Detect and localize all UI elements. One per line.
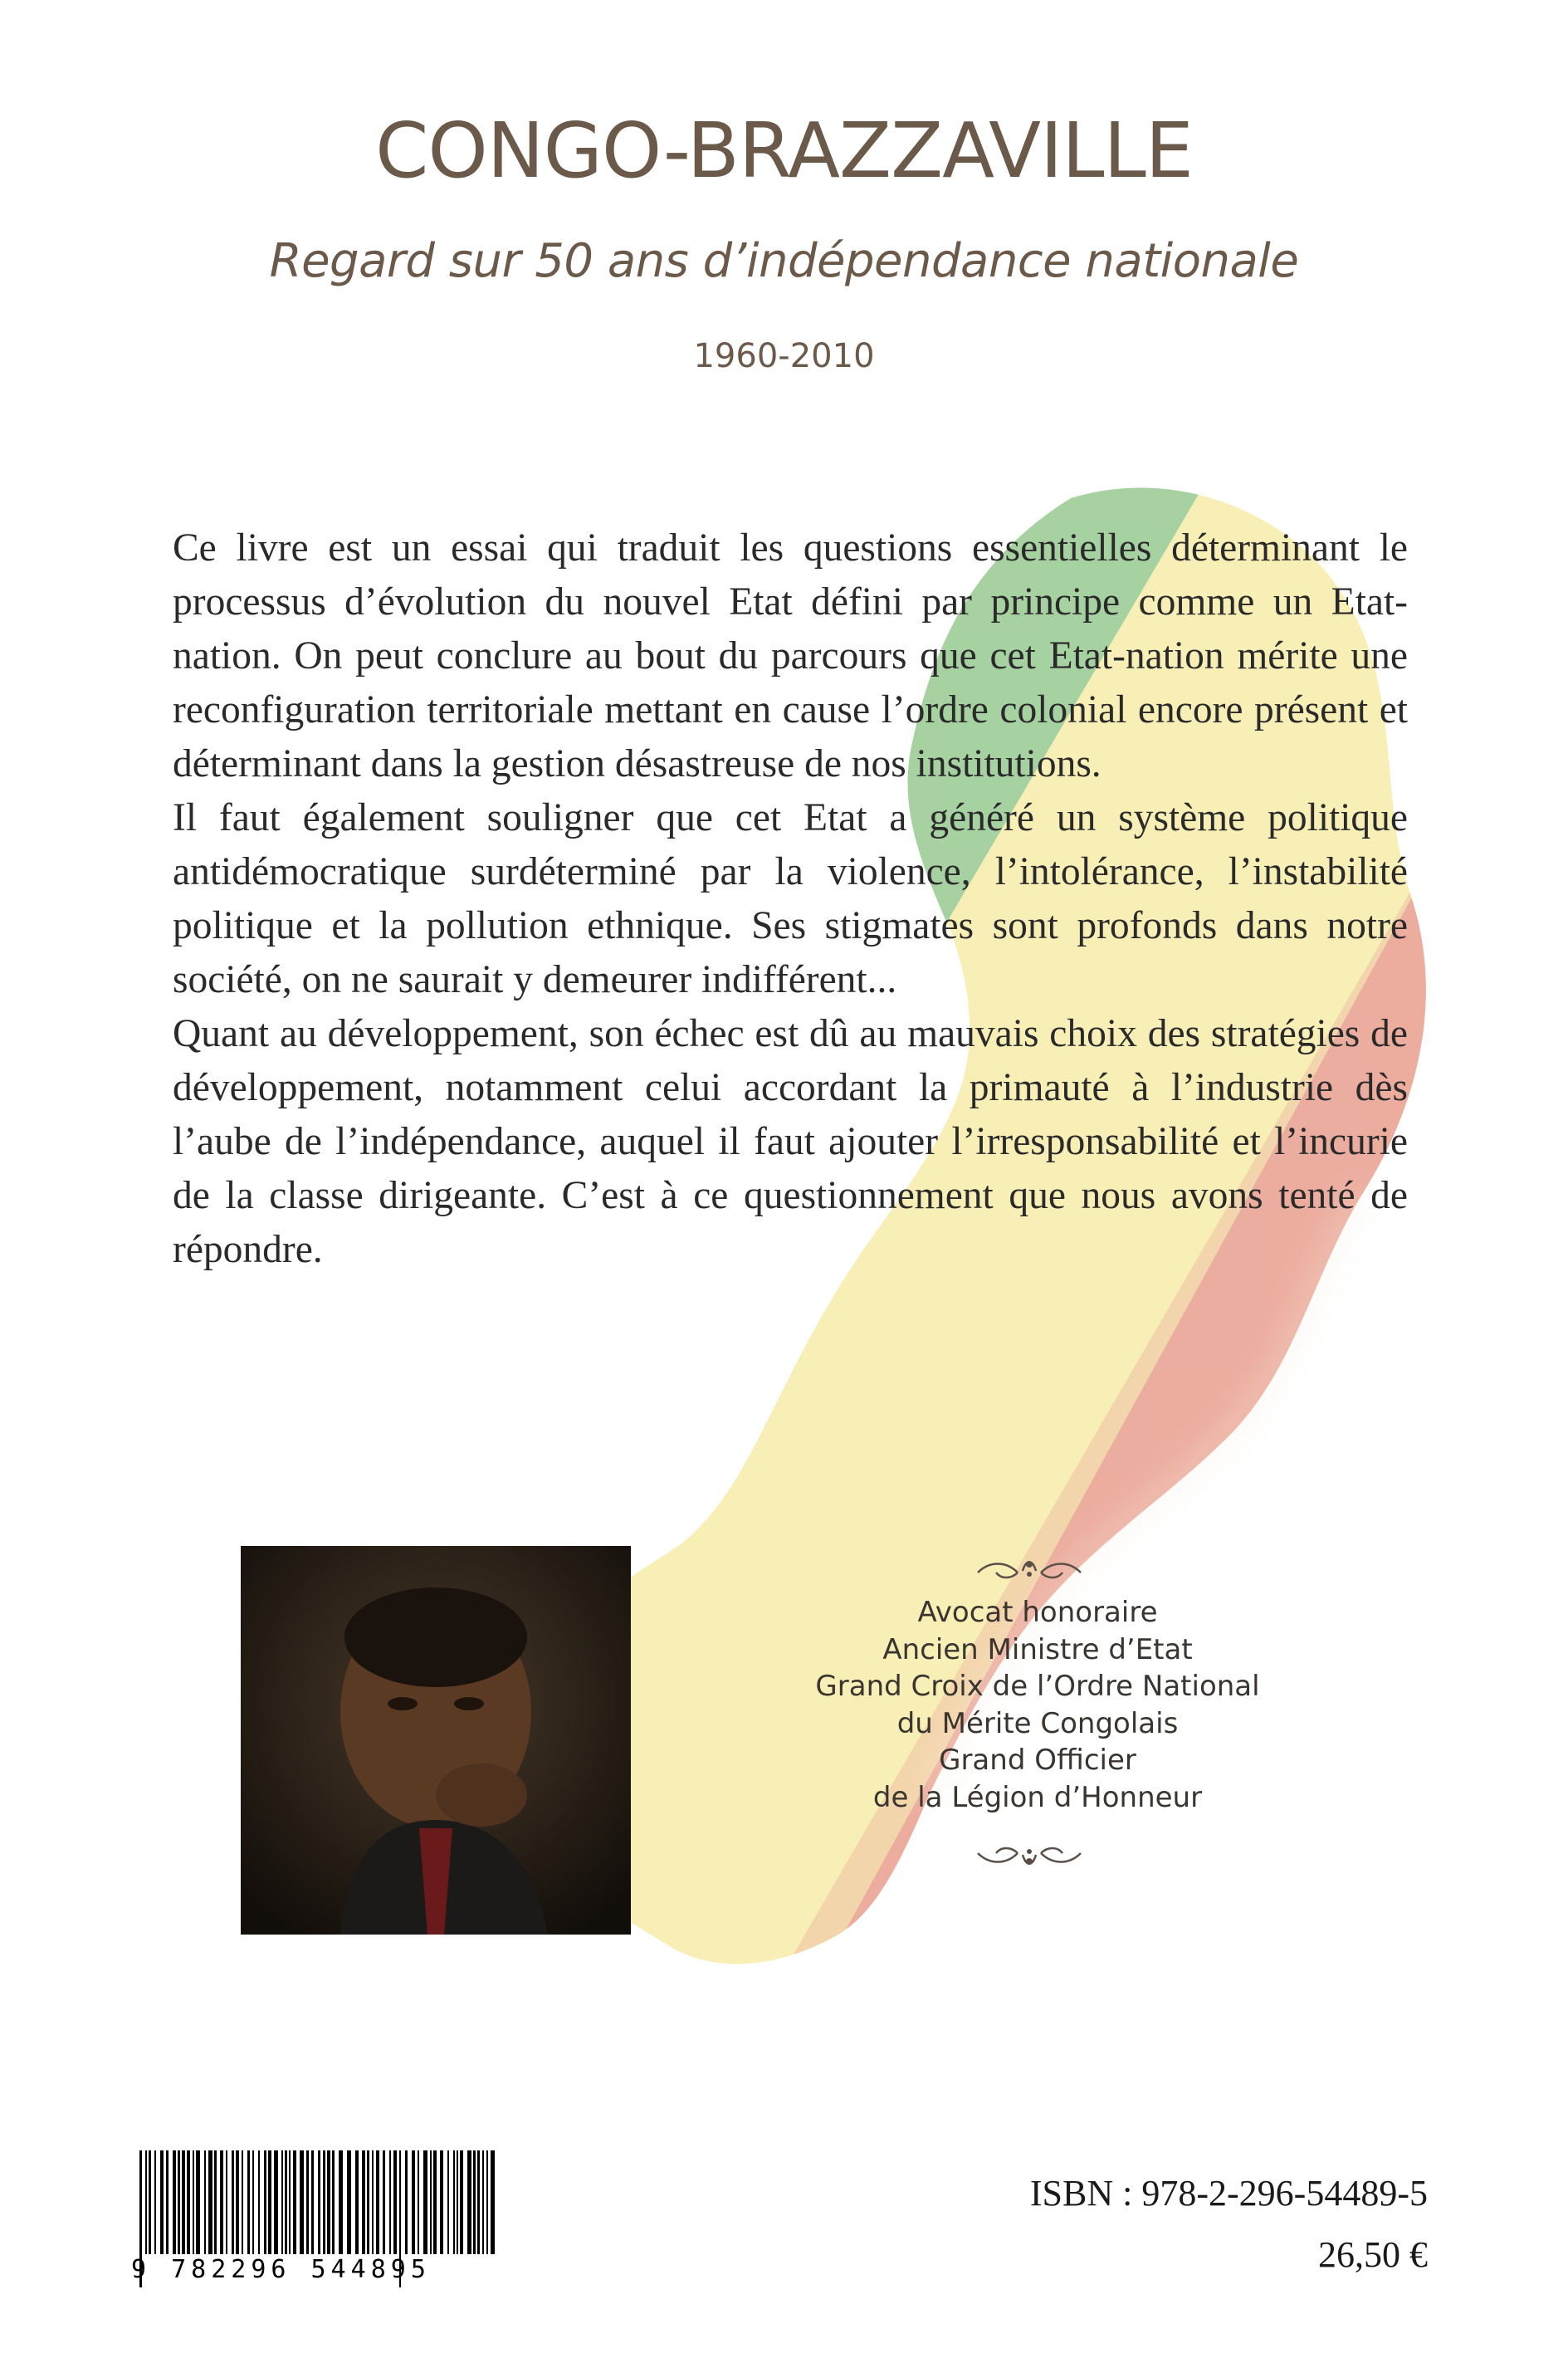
barcode-bar — [204, 2150, 206, 2254]
barcode-bar — [187, 2150, 190, 2254]
barcode-bar — [268, 2150, 271, 2254]
barcode-bar — [482, 2150, 484, 2254]
barcode-bar — [154, 2150, 156, 2254]
barcode-bar — [182, 2150, 185, 2254]
credential-line: du Mérite Congolais — [896, 1706, 1179, 1740]
barcode-bar — [362, 2150, 365, 2254]
barcode-bar — [145, 2150, 147, 2254]
barcode-bar — [355, 2150, 359, 2254]
barcode-bar — [247, 2150, 250, 2254]
barcode-bar — [226, 2150, 227, 2254]
barcode-bar — [264, 2150, 266, 2254]
barcode-bar — [173, 2150, 176, 2254]
barcode-bar — [332, 2150, 335, 2254]
barcode-bar — [208, 2150, 212, 2254]
barcode-bar — [160, 2150, 164, 2254]
barcode-bar — [372, 2150, 374, 2254]
barcode-bar — [460, 2150, 463, 2254]
barcode-bar — [300, 2150, 304, 2254]
author-credentials — [772, 1594, 1303, 1816]
barcode-bar — [293, 2150, 296, 2254]
barcode-bar — [281, 2150, 283, 2254]
barcode-bar — [252, 2150, 254, 2254]
barcode-bar — [232, 2150, 234, 2254]
credential-line: Ancien Ministre d’Etat — [882, 1632, 1193, 1666]
author-photo — [241, 1546, 631, 1935]
barcode-bar — [477, 2150, 480, 2254]
barcode-bar — [193, 2150, 194, 2254]
barcode-bar — [220, 2150, 223, 2254]
credential-line: de la Légion d’Honneur — [872, 1780, 1203, 1814]
book-subtitle: Regard sur 50 ans d’indépendance nationale — [269, 234, 1299, 288]
barcode-digits: 9 782296 544895 — [131, 2255, 431, 2284]
barcode-bar — [376, 2150, 379, 2254]
barcode-bar — [214, 2150, 217, 2254]
barcode-bar — [457, 2150, 458, 2254]
barcode-bar — [311, 2150, 314, 2254]
barcode-bar — [318, 2150, 320, 2254]
barcode-bar — [423, 2150, 427, 2254]
barcode-bar — [149, 2150, 151, 2254]
barcode-bar — [405, 2150, 408, 2254]
barcode-bar — [274, 2150, 278, 2254]
barcode-bar — [347, 2150, 351, 2254]
barcode-bar — [418, 2150, 419, 2254]
credential-line: Grand Officier — [939, 1744, 1136, 1777]
barcode-bar — [486, 2150, 488, 2254]
barcode-bar — [236, 2150, 239, 2254]
barcode-bar — [258, 2150, 260, 2254]
barcode-bar — [166, 2150, 169, 2254]
barcode-bar — [473, 2150, 476, 2254]
book-price: 26,50 € — [1318, 2234, 1428, 2275]
barcode-bar — [383, 2150, 385, 2254]
barcode-bar — [447, 2150, 449, 2254]
blurb-paragraph: Il faut également souligner que cet Etat a généré un système politique antidémocratique surdéterminé par la violence, l’intolérance, l’instabilité politique et la pollution ethnique. Ses stigmates sont profonds dans notre société, on ne saurait y demeurer indifférent... — [173, 796, 1408, 1001]
isbn-number: ISBN : 978-2-296-54489-5 — [1029, 2173, 1428, 2214]
barcode-bar — [323, 2150, 325, 2254]
barcode-bar — [453, 2150, 455, 2254]
barcode-bar — [327, 2150, 330, 2254]
barcode-bar — [285, 2150, 287, 2254]
barcode-bar — [440, 2150, 443, 2254]
credential-line: Grand Croix de l’Ordre National — [815, 1670, 1260, 1703]
barcode-bar — [339, 2150, 343, 2254]
book-title: CONGO-BRAZZAVILLE — [375, 106, 1193, 195]
barcode-bar — [306, 2150, 309, 2254]
barcode-bar — [289, 2150, 291, 2254]
barcode-bar — [412, 2150, 415, 2254]
blurb-paragraph: Quant au développement, son échec est dû au mauvais choix des stratégies de développement, notamment celui accordant la primauté à l’industrie dès l’aube de l’indépendance, auquel il faut ajouter l’irresponsabilité et l’incurie de la classe dirigeante. C’est à ce questionnement que nous avons tenté de répondre. — [173, 1012, 1408, 1271]
barcode-bar — [367, 2150, 369, 2254]
barcode-bar — [196, 2150, 200, 2254]
blurb-paragraph: Ce livre est un essai qui traduit les questions essentielles déterminant le processus d’évolution du nouvel Etat défini par principe comme un Etat-nation. On peut conclure au bout du parcours que cet Etat-nation mérite une reconfiguration territoriale mettant en cause l’ordre colonial encore présent et déterminant dans la gestion désastreuse de nos institutions. — [173, 526, 1408, 785]
barcode-bar — [430, 2150, 432, 2254]
ornament-top-icon — [971, 1551, 1087, 1587]
ornament-bottom-icon — [971, 1838, 1087, 1875]
barcode-bar — [178, 2150, 180, 2254]
barcode-bar — [433, 2150, 437, 2254]
barcode-bar — [491, 2150, 495, 2254]
barcode-bar — [242, 2150, 243, 2254]
barcode-bar — [393, 2150, 397, 2254]
credential-line: Avocat honoraire — [917, 1596, 1158, 1629]
blurb-text — [173, 521, 1408, 1277]
barcode-bar — [467, 2150, 471, 2254]
book-years: 1960-2010 — [693, 337, 875, 375]
barcode-bar — [389, 2150, 391, 2254]
